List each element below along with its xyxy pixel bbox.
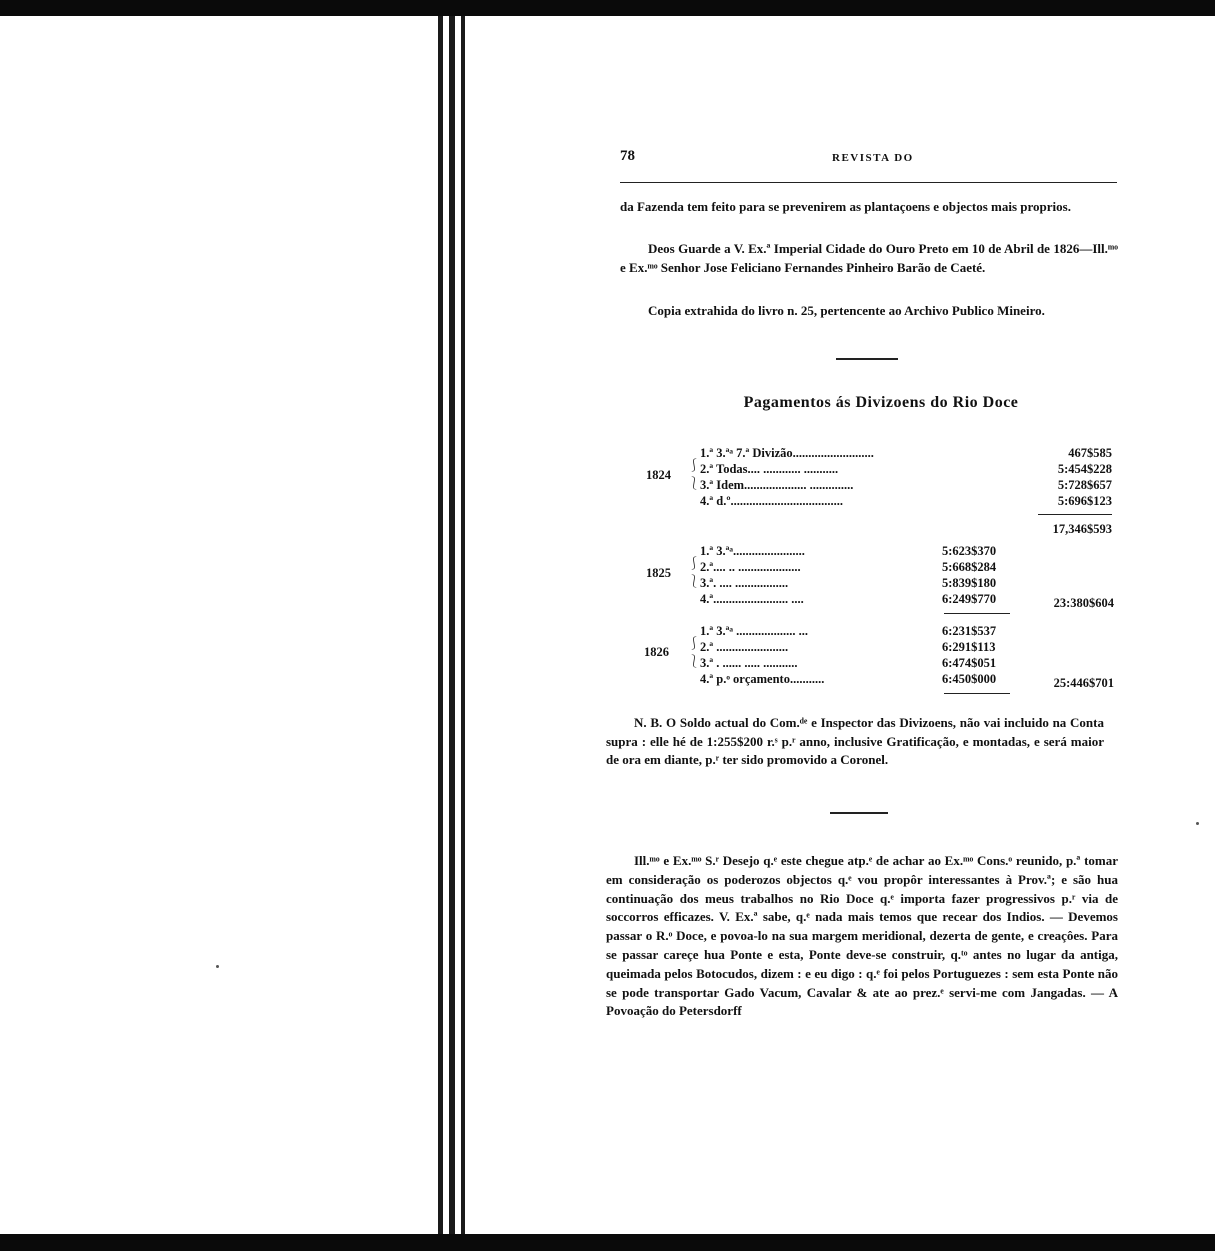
page-number: 78 (620, 148, 635, 164)
ledger-row-label: 2.ª Todas.... ............ ........... (700, 462, 839, 476)
nota-bene: N. B. O Soldo actual do Com.ᵈᵉ e Inspector das Divizoens, não vai incluido na Conta supra : elle hé de 1:255$200 r.ˢ p.ʳ anno, inclusive Gratificação, e montadas, e será maior de ora em diante, p.ʳ ter sido promovido a Coronel. (606, 715, 1104, 767)
scan-speck (216, 965, 219, 968)
brace-glyph: ⎱ (688, 574, 701, 588)
ledger-amount: 6:450$000 (942, 672, 997, 686)
section-separator (830, 812, 888, 814)
binding-gutter-center (449, 16, 455, 1234)
ledger-year: 1826 (644, 645, 669, 659)
paragraph-continuation: da Fazenda tem feito para se prevenirem as plantaçoens e objectos mais proprios. (620, 199, 1071, 214)
ledger-total: 5:728$657 (1057, 478, 1112, 492)
ledger-row-label: 3.ª . ...... ..... ........... (700, 656, 798, 670)
ledger-row-label: 4.ª........................ .... (700, 592, 804, 606)
ledger-row-label: 1.ª 3.ªᵃ....................... (700, 544, 805, 558)
sum-rule (1038, 514, 1112, 515)
brace-glyph: ⎰ (688, 636, 701, 650)
ledger-amount: 5:839$180 (942, 576, 997, 590)
scan-top-border (0, 0, 1215, 16)
header-rule (620, 182, 1117, 183)
ledger-row-label: 1.ª 3.ªᵃ 7.ª Divizão.......................... (700, 446, 874, 460)
sum-rule (944, 693, 1010, 694)
ledger-amount: 6:291$113 (942, 640, 996, 654)
ledger-row-label: 3.ª. .... ................. (700, 576, 789, 590)
ledger-row-label: 2.ª.... .. .................... (700, 560, 801, 574)
ledger-sum: 17,346$593 (1052, 522, 1112, 536)
section-separator (836, 358, 898, 360)
paragraph-closing: Deos Guarde a V. Ex.ª Imperial Cidade do Ouro Preto em 10 de Abril de 1826—Ill.ᵐᵒ e Ex.ᵐᵒ Senhor Jose Feliciano Fernandes Pinheiro Barão de Caeté. (620, 241, 1118, 275)
brace-glyph: ⎱ (688, 476, 701, 490)
ledger-row-label: 3.ª Idem.................... .............. (700, 478, 854, 492)
ledger-amount: 6:474$051 (942, 656, 997, 670)
brace-glyph: ⎰ (688, 458, 701, 472)
ledger-total: 5:454$228 (1057, 462, 1112, 476)
ledger-amount: 6:249$770 (942, 592, 997, 606)
ledger-total: 23:380$604 (1053, 596, 1114, 610)
ledger-amount: 6:231$537 (942, 624, 997, 638)
section-title: Pagamentos ás Divizoens do Rio Doce (743, 394, 1019, 411)
ledger-total: 5:696$123 (1057, 494, 1112, 508)
ledger-row-label: 2.ª ....................... (700, 640, 789, 654)
ledger-year: 1825 (646, 566, 671, 580)
scan-bottom-border (0, 1234, 1215, 1251)
ledger-row-label: 4.ª p.ᵒ orçamento........... (700, 672, 825, 686)
ledger-year: 1824 (646, 468, 671, 482)
binding-gutter-right (461, 16, 465, 1234)
running-head: REVISTA DO (832, 152, 914, 164)
paragraph-source-note: Copia extrahida do livro n. 25, pertencente ao Archivo Publico Mineiro. (648, 303, 1045, 318)
ledger-total: 467$585 (1068, 446, 1112, 460)
ledger-row-label: 1.ª 3.ªᵃ ................... ... (700, 624, 809, 638)
ledger-amount: 5:668$284 (942, 560, 997, 574)
page-header (606, 148, 1118, 178)
brace-glyph: ⎱ (688, 654, 701, 668)
letter-text: Ill.ᵐᵒ e Ex.ᵐᵒ S.ʳ Desejo q.ᵉ este chegue atp.ᵉ de achar ao Ex.ᵐᵒ Cons.ᵒ reunido, p.ª tomar em consideração os poderozos objectos q.ᵉ vou propôr interessantes à Prov.ª; e são hua continuação dos meus trabalhos no Rio Doce q.ᵉ importa fazer progressivos p.ʳ via de soccorros efficazes. V. Ex.ª sabe, q.ᵉ nada mais temos que recear dos Indios. — Devemos passar o R.ᵒ Doce, e povoa-lo na sua margem meridional, dezerta de gente, e creaçôes. Para se passar careçe hua Ponte e esta, Ponte deve-se construir, q.ᵗᵒ antes no lugar da antiga, queimada pelos Botocudos, dizem : e eu digo : q.ᵉ foi pelos Portuguezes : sem esta Ponte não se pode transportar Gado Vacum, Cavalar & ate ao prez.ᵉ servi-me com Jangadas. — A Povoação do Petersdorff (606, 853, 1118, 1019)
scan-speck (1196, 822, 1199, 825)
ledger-total: 25:446$701 (1053, 676, 1114, 690)
brace-glyph: ⎰ (688, 556, 701, 570)
binding-gutter-left (438, 16, 443, 1234)
sum-rule (944, 613, 1010, 614)
ledger-row-label: 4.ª d.º.................................... (700, 494, 843, 508)
ledger-amount: 5:623$370 (942, 544, 997, 558)
